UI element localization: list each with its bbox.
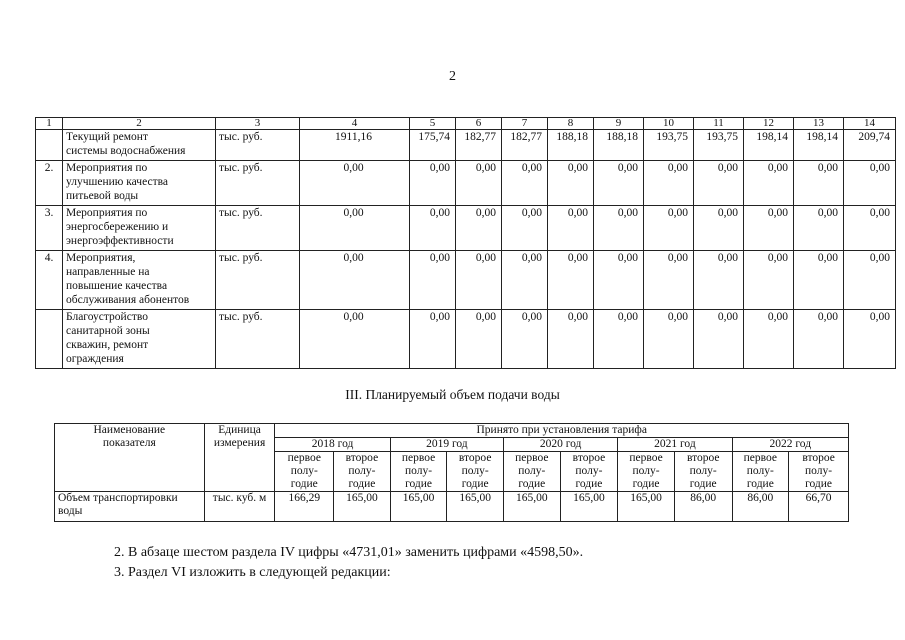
value-cell: 198,14 (744, 130, 794, 161)
header-line: полу- (575, 465, 603, 477)
half-first-header (732, 452, 789, 492)
value-cell: 165,00 (390, 492, 447, 522)
header-line: второе (345, 452, 379, 464)
value-cell: 0,00 (410, 251, 456, 310)
value-cell: 0,00 (644, 206, 694, 251)
value-cell: 0,00 (794, 161, 844, 206)
value-cell: 193,75 (694, 130, 744, 161)
value-cell: 0,00 (644, 251, 694, 310)
header-line: Наименование (93, 424, 166, 436)
row-name-line: обслуживания абонентов (66, 294, 190, 306)
column-number: 9 (594, 118, 644, 130)
row-name-line: Мероприятия по (66, 162, 148, 174)
value-cell: 0,00 (548, 310, 594, 369)
value-cell: 0,00 (300, 310, 410, 369)
value-cell: 0,00 (594, 251, 644, 310)
value-cell: 66,70 (789, 492, 849, 522)
value-cell: 0,00 (844, 251, 896, 310)
row-unit: тыс. руб. (216, 310, 300, 369)
value-cell: 198,14 (794, 130, 844, 161)
header-line: годие (290, 478, 318, 490)
value-cell: 165,00 (618, 492, 675, 522)
half-second-header (560, 452, 618, 492)
value-cell: 0,00 (456, 310, 502, 369)
value-cell: 209,74 (844, 130, 896, 161)
paragraph: 3. Раздел VI изложить в следующей редакции: (114, 565, 391, 580)
value-cell: 0,00 (594, 206, 644, 251)
row-name-line: направленные на (66, 266, 150, 278)
column-number: 2 (63, 118, 216, 130)
value-cell: 165,00 (503, 492, 560, 522)
header-line: годие (518, 478, 546, 490)
table-row (36, 130, 896, 161)
header-row (55, 424, 849, 438)
header-line: первое (401, 452, 436, 464)
half-second-header (674, 452, 732, 492)
row-name-line: повышение качества (66, 280, 168, 292)
header-line: годие (405, 478, 433, 490)
row-name (55, 492, 205, 522)
half-second-header (789, 452, 849, 492)
year-header: 2021 год (618, 438, 732, 452)
row-name (63, 251, 216, 310)
year-header: 2022 год (732, 438, 848, 452)
year-header: 2018 год (275, 438, 390, 452)
value-cell: 0,00 (456, 161, 502, 206)
row-name-line: Мероприятия по (66, 207, 148, 219)
value-cell: 0,00 (300, 251, 410, 310)
value-cell: 0,00 (300, 161, 410, 206)
header-line: полу- (632, 465, 660, 477)
value-cell: 0,00 (794, 310, 844, 369)
year-header: 2020 год (503, 438, 617, 452)
column-number: 7 (502, 118, 548, 130)
column-number: 6 (456, 118, 502, 130)
value-cell: 165,00 (560, 492, 618, 522)
value-cell: 0,00 (456, 251, 502, 310)
value-cell: 0,00 (548, 206, 594, 251)
value-cell: 0,00 (502, 310, 548, 369)
header-line: годие (805, 478, 833, 490)
page-number: 2 (449, 69, 456, 84)
header-line: первое (287, 452, 321, 464)
value-cell: 1911,16 (300, 130, 410, 161)
value-cell: 0,00 (694, 206, 744, 251)
value-cell: 0,00 (410, 310, 456, 369)
paragraph: 2. В абзаце шестом раздела IV цифры «4731,01» заменить цифрами «4598,50». (114, 545, 584, 560)
row-name-line: системы водоснабжения (66, 145, 186, 157)
value-cell: 0,00 (844, 310, 896, 369)
row-name-line: санитарной зоны (66, 325, 150, 337)
row-name-line: воды (58, 505, 83, 517)
value-cell: 188,18 (594, 130, 644, 161)
value-cell: 0,00 (594, 161, 644, 206)
value-cell: 0,00 (844, 161, 896, 206)
value-cell: 165,00 (334, 492, 391, 522)
header-line: первое (515, 452, 549, 464)
value-cell: 0,00 (744, 161, 794, 206)
value-cell: 0,00 (300, 206, 410, 251)
value-cell: 182,77 (502, 130, 548, 161)
row-name (63, 206, 216, 251)
header-line: второе (458, 452, 492, 464)
header-line: годие (632, 478, 660, 490)
half-first-header (275, 452, 334, 492)
half-first-header (390, 452, 447, 492)
header-line: второе (802, 452, 835, 464)
half-second-header (334, 452, 391, 492)
table-row (36, 251, 896, 310)
year-header: 2019 год (390, 438, 503, 452)
header-accepted: Принято при установления тарифа (275, 424, 849, 438)
value-cell: 0,00 (694, 161, 744, 206)
value-cell: 0,00 (548, 161, 594, 206)
header-line: годие (689, 478, 717, 490)
value-cell: 0,00 (744, 206, 794, 251)
column-number: 11 (694, 118, 744, 130)
value-cell: 188,18 (548, 130, 594, 161)
expenses-table (35, 117, 896, 369)
value-cell: 0,00 (410, 206, 456, 251)
value-cell: 0,00 (456, 206, 502, 251)
half-second-header (447, 452, 504, 492)
header-line: первое (629, 452, 663, 464)
row-number (36, 310, 63, 369)
row-name (63, 161, 216, 206)
row-number (36, 130, 63, 161)
header-line: годие (575, 478, 603, 490)
value-cell: 0,00 (644, 310, 694, 369)
table-header-row (36, 118, 896, 130)
row-unit: тыс. руб. (216, 206, 300, 251)
header-line: годие (746, 478, 774, 490)
column-number: 13 (794, 118, 844, 130)
column-number: 10 (644, 118, 694, 130)
row-name-line: Текущий ремонт (66, 131, 148, 143)
header-line: полу- (290, 465, 318, 477)
header-line: второе (572, 452, 606, 464)
header-line: измерения (213, 437, 266, 449)
value-cell: 0,00 (694, 251, 744, 310)
column-number: 4 (300, 118, 410, 130)
row-name-line: энергосбережению и (66, 221, 169, 233)
table-row (36, 310, 896, 369)
row-number: 4. (36, 251, 63, 310)
column-number: 8 (548, 118, 594, 130)
header-line: полу- (746, 465, 774, 477)
value-cell: 166,29 (275, 492, 334, 522)
value-cell: 0,00 (744, 310, 794, 369)
section-title: III. Планируемый объем подачи воды (345, 387, 560, 402)
half-first-header (503, 452, 560, 492)
value-cell: 86,00 (732, 492, 789, 522)
header-line: полу- (518, 465, 546, 477)
header-unit (204, 424, 275, 492)
value-cell: 0,00 (502, 161, 548, 206)
row-unit: тыс. руб. (216, 161, 300, 206)
column-number: 14 (844, 118, 896, 130)
row-unit: тыс. руб. (216, 130, 300, 161)
value-cell: 0,00 (844, 206, 896, 251)
header-line: первое (743, 452, 777, 464)
value-cell: 86,00 (674, 492, 732, 522)
column-number: 5 (410, 118, 456, 130)
row-name (63, 310, 216, 369)
row-name-line: питьевой воды (66, 190, 139, 202)
value-cell: 0,00 (548, 251, 594, 310)
table-row (36, 206, 896, 251)
row-name-line: энергоэффективности (66, 235, 174, 247)
row-name-line: Благоустройство (66, 311, 148, 323)
header-line: полу- (348, 465, 376, 477)
header-line: годие (461, 478, 489, 490)
row-unit: тыс. куб. м (204, 492, 275, 522)
water-volume-table (54, 423, 849, 522)
value-cell: 0,00 (410, 161, 456, 206)
row-name (63, 130, 216, 161)
header-line: полу- (405, 465, 433, 477)
header-line: Единица (218, 424, 261, 436)
value-cell: 0,00 (502, 251, 548, 310)
table-row (55, 492, 849, 522)
row-number: 3. (36, 206, 63, 251)
value-cell: 0,00 (694, 310, 744, 369)
column-number: 3 (216, 118, 300, 130)
header-line: полу- (461, 465, 489, 477)
row-number: 2. (36, 161, 63, 206)
header-indicator-name (55, 424, 205, 492)
header-line: полу- (689, 465, 717, 477)
value-cell: 0,00 (502, 206, 548, 251)
value-cell: 165,00 (447, 492, 504, 522)
row-name-line: Мероприятия, (66, 252, 136, 264)
value-cell: 0,00 (594, 310, 644, 369)
half-first-header (618, 452, 675, 492)
value-cell: 175,74 (410, 130, 456, 161)
row-unit: тыс. руб. (216, 251, 300, 310)
header-line: показателя (102, 437, 156, 449)
value-cell: 0,00 (644, 161, 694, 206)
header-line: второе (686, 452, 720, 464)
value-cell: 0,00 (744, 251, 794, 310)
header-line: годие (348, 478, 376, 490)
value-cell: 0,00 (794, 251, 844, 310)
column-number: 12 (744, 118, 794, 130)
row-name-line: улучшению качества (66, 176, 168, 188)
table-row (36, 161, 896, 206)
row-name-line: скважин, ремонт (66, 339, 149, 351)
value-cell: 182,77 (456, 130, 502, 161)
value-cell: 0,00 (794, 206, 844, 251)
row-name-line: Объем транспортировки (58, 492, 178, 504)
column-number: 1 (36, 118, 63, 130)
value-cell: 193,75 (644, 130, 694, 161)
row-name-line: ограждения (66, 353, 124, 365)
header-line: полу- (805, 465, 833, 477)
